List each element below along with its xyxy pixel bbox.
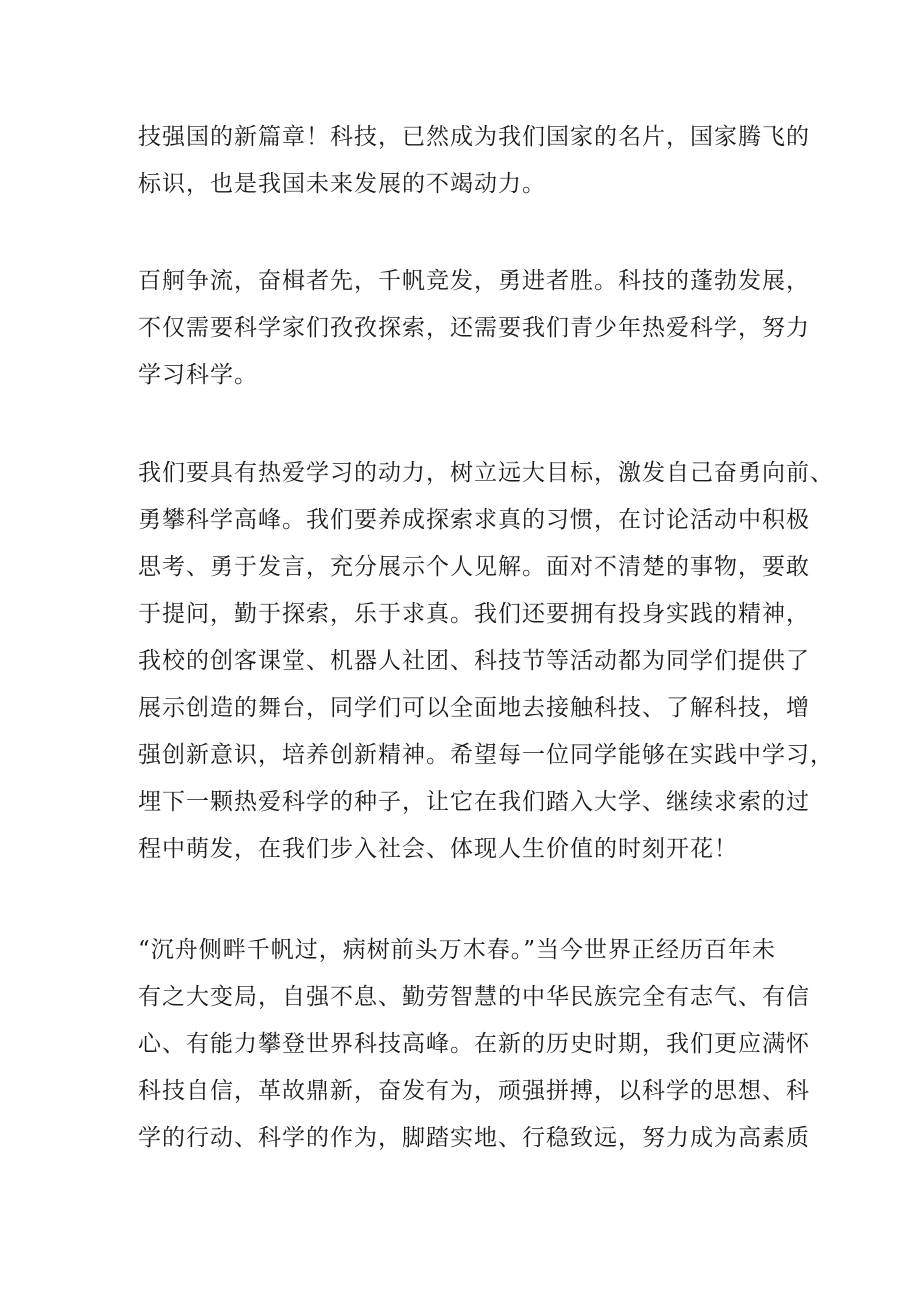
paragraph-line: 心、有能力攀登世界科技高峰。在新的历史时期，我们更应满怀 [138, 1031, 810, 1057]
paragraph-line: 我们要具有热爱学习的动力，树立远大目标，激发自己奋勇向前、 [138, 460, 834, 486]
paragraph-line: 展示创造的舞台，同学们可以全面地去接触科技、了解科技，增 [138, 695, 810, 721]
paragraph-line: 学的行动、科学的作为，脚踏实地、行稳致远，努力成为高素质 [138, 1125, 810, 1151]
paragraph-line: 有之大变局，自强不息、勤劳智慧的中华民族完全有志气、有信 [138, 984, 810, 1010]
paragraph-line: “沉舟侧畔千帆过，病树前头万木春。”当今世界正经历百年未 [138, 937, 777, 963]
paragraph-line: 科技自信，革故鼎新，奋发有为，顽强拼搏，以科学的思想、科 [138, 1078, 810, 1104]
paragraph-line: 我校的创客课堂、机器人社团、科技节等活动都为同学们提供了 [138, 648, 810, 674]
paragraph-1 [138, 114, 810, 208]
paragraph-4 [138, 927, 810, 1162]
paragraph-line: 埋下一颗热爱科学的种子，让它在我们踏入大学、继续求索的过 [138, 789, 810, 815]
paragraph-2 [138, 258, 810, 399]
paragraph-line: 程中萌发，在我们步入社会、体现人生价值的时刻开花！ [138, 836, 738, 862]
paragraph-line: 不仅需要科学家们孜孜探索，还需要我们青少年热爱科学，努力 [138, 315, 810, 341]
paragraph-line: 于提问，勤于探索，乐于求真。我们还要拥有投身实践的精神， [138, 601, 810, 627]
paragraph-line: 思考、勇于发言，充分展示个人见解。面对不清楚的事物，要敢 [138, 554, 810, 580]
paragraph-line: 学习科学。 [138, 362, 258, 388]
paragraph-line: 勇攀科学高峰。我们要养成探索求真的习惯，在讨论活动中积极 [138, 507, 810, 533]
paragraph-line: 强创新意识，培养创新精神。希望每一位同学能够在实践中学习， [138, 742, 834, 768]
paragraph-line: 百舸争流，奋楫者先，千帆竞发，勇进者胜。科技的蓬勃发展， [138, 268, 810, 294]
paragraph-line: 标识，也是我国未来发展的不竭动力。 [138, 171, 546, 197]
paragraph-line: 技强国的新篇章！科技，已然成为我们国家的名片，国家腾飞的 [138, 124, 810, 150]
paragraph-3 [138, 450, 834, 873]
